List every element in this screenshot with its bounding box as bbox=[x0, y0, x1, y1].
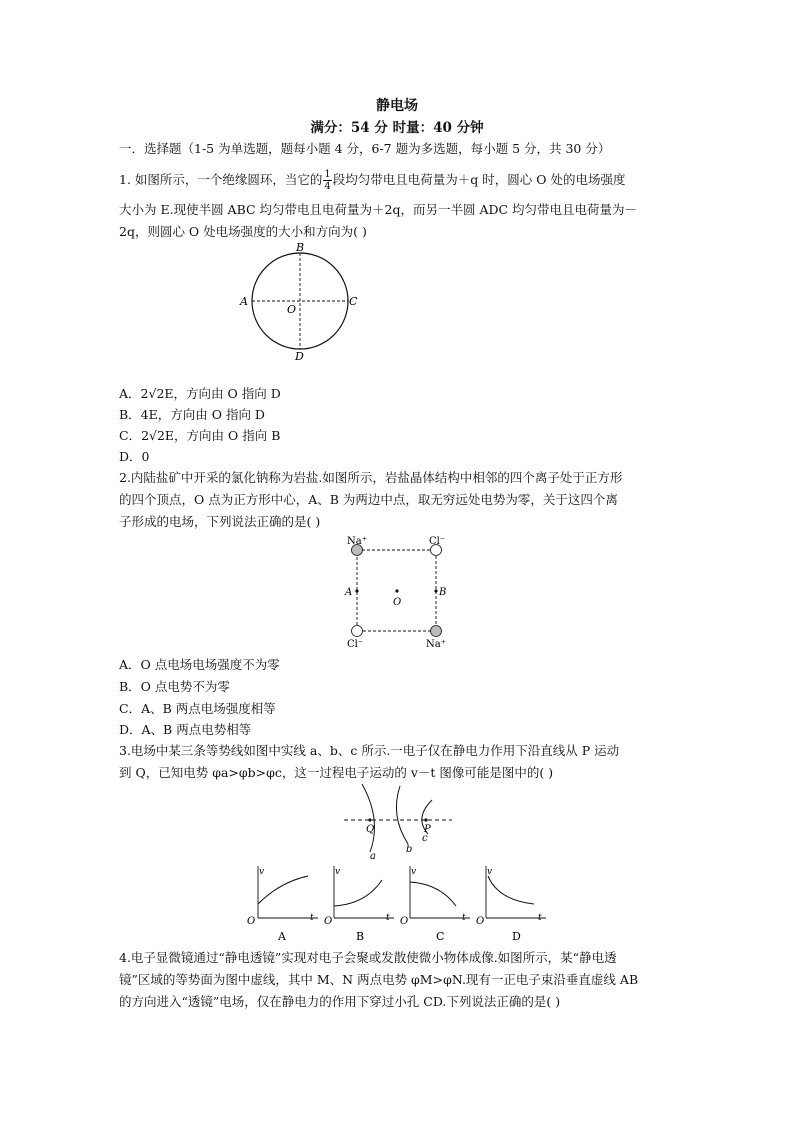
label-B: B bbox=[439, 587, 447, 598]
label-O: O bbox=[393, 597, 402, 608]
graph-b bbox=[324, 866, 394, 943]
q2-line-3: 子形成的电场，下列说法正确的是( ) bbox=[119, 514, 321, 529]
q1-line-2: 大小为 E.现使半圆 ABC 均匀带电且电荷量为＋2q，而另一半圆 ADC 均匀带电且电荷量为－ bbox=[119, 202, 638, 217]
graph-d-label: D bbox=[512, 930, 521, 943]
q1-ring-figure bbox=[235, 240, 365, 365]
q3-vt-graphs bbox=[240, 860, 570, 945]
q1-text-a: 1. 如图所示，一个绝缘圆环，当它的 bbox=[119, 172, 323, 187]
graph-c-origin-label: O bbox=[400, 916, 409, 927]
graph-d-v-label: v bbox=[487, 867, 493, 877]
label-b: b bbox=[406, 844, 413, 855]
q2-option-d: D．A、B 两点电势相等 bbox=[119, 722, 252, 737]
section-heading: 一．选择题（1-5 为单选题，题每小题 4 分，6-7 题为多选题，每小题 5 分，共 30 分） bbox=[119, 141, 611, 156]
label-O: O bbox=[287, 303, 297, 316]
frac-denominator: 4 bbox=[324, 181, 331, 192]
q2-line-2: 的四个顶点，O 点为正方形中心，A、B 为两边中点，取无穷远处电势为零，关于这四个离 bbox=[119, 492, 618, 507]
graph-d bbox=[476, 866, 546, 943]
q4-line-1: 4.电子显微镜通过“静电透镜”实现对电子会聚或发散使微小物体成像.如图所示，某“静电透 bbox=[119, 950, 617, 965]
graph-c-v-label: v bbox=[411, 867, 417, 877]
label-Q: Q bbox=[366, 824, 375, 835]
fraction-one-quarter bbox=[323, 169, 331, 192]
graph-a-t-label: t bbox=[310, 913, 314, 923]
page-title: 静电场 bbox=[376, 98, 418, 114]
label-D: D bbox=[295, 350, 304, 363]
graph-b-curve bbox=[334, 880, 382, 906]
label-A: A bbox=[345, 587, 353, 598]
q2-line-1: 2.内陆盐矿中开采的氯化钠称为岩盐.如图所示，岩盐晶体结构中相邻的四个离子处于正方形 bbox=[119, 470, 623, 485]
ion-bottom-right bbox=[431, 626, 442, 637]
graph-b-label: B bbox=[356, 930, 365, 943]
label-top-right: Cl⁻ bbox=[429, 536, 446, 547]
q3-line-1: 3.电场中某三条等势线如图中实线 a、b、c 所示.一电子仅在静电力作用下沿直线从 P 运动 bbox=[119, 743, 620, 758]
q4-line-3: 的方向进入“透镜”电场，仅在静电力的作用下穿过小孔 CD.下列说法正确的是( ) bbox=[119, 994, 561, 1009]
q1-option-d: D．0 bbox=[119, 449, 150, 464]
q1-line-1 bbox=[119, 169, 679, 192]
label-bottom-left: Cl⁻ bbox=[347, 639, 364, 650]
point-B bbox=[434, 589, 437, 592]
point-O bbox=[395, 589, 398, 592]
label-B: B bbox=[296, 241, 305, 254]
q1-option-a: A．2√2E，方向由 O 指向 D bbox=[119, 386, 281, 401]
q3-line-2: 到 Q，已知电势 φa>φb>φc，这一过程电子运动的 v－t 图像可能是图中的( ) bbox=[119, 765, 554, 780]
graph-c-label: C bbox=[436, 930, 445, 943]
graph-c-t-label: t bbox=[462, 913, 466, 923]
q4-line-2: 镜”区域的等势面为图中虚线，其中 M、N 两点电势 φM>φN.现有一正电子束沿垂直虚线 AB bbox=[119, 972, 639, 987]
point-Q bbox=[368, 818, 371, 821]
graph-d-t-label: t bbox=[538, 913, 542, 923]
equipotential-b bbox=[396, 786, 408, 844]
q2-option-c: C．A、B 两点电场强度相等 bbox=[119, 701, 276, 716]
label-a: a bbox=[370, 851, 376, 862]
point-A bbox=[355, 589, 358, 592]
graph-b-t-label: t bbox=[386, 913, 390, 923]
graph-d-origin-label: O bbox=[476, 916, 485, 927]
graph-a bbox=[247, 866, 318, 943]
graph-a-v-label: v bbox=[259, 867, 265, 877]
q1-text-b: 段均匀带电且电荷量为＋q 时，圆心 O 处的电场强度 bbox=[332, 172, 626, 187]
graph-a-label: A bbox=[278, 930, 286, 943]
q3-equipotential-figure bbox=[340, 782, 460, 862]
graph-c bbox=[400, 866, 470, 943]
label-bottom-right: Na⁺ bbox=[426, 639, 446, 650]
q1-line-3: 2q，则圆心 O 处电场强度的大小和方向为( ) bbox=[119, 224, 367, 239]
q2-option-b: B．O 点电势不为零 bbox=[119, 679, 230, 694]
ion-bottom-left bbox=[352, 626, 363, 637]
graph-b-v-label: v bbox=[335, 867, 341, 877]
label-P: P bbox=[424, 824, 431, 835]
q1-option-c: C．2√2E，方向由 O 指向 B bbox=[119, 428, 281, 443]
label-A: A bbox=[240, 295, 248, 308]
point-P bbox=[424, 818, 427, 821]
frac-numerator: 1 bbox=[324, 169, 331, 180]
q2-crystal-figure bbox=[335, 533, 455, 653]
graph-c-curve bbox=[410, 882, 456, 906]
q2-option-a: A．O 点电场电场强度不为零 bbox=[119, 657, 280, 672]
label-c: c bbox=[422, 833, 428, 844]
q1-option-b: B．4E，方向由 O 指向 D bbox=[119, 407, 265, 422]
graph-d-curve bbox=[488, 876, 534, 904]
graph-a-origin-label: O bbox=[247, 916, 256, 927]
equipotential-a bbox=[362, 784, 375, 852]
label-C: C bbox=[349, 295, 358, 308]
graph-b-origin-label: O bbox=[324, 916, 333, 927]
graph-a-curve bbox=[258, 876, 308, 904]
exam-info: 满分：54 分 时量：40 分钟 bbox=[310, 120, 484, 136]
label-top-left: Na⁺ bbox=[347, 536, 367, 547]
